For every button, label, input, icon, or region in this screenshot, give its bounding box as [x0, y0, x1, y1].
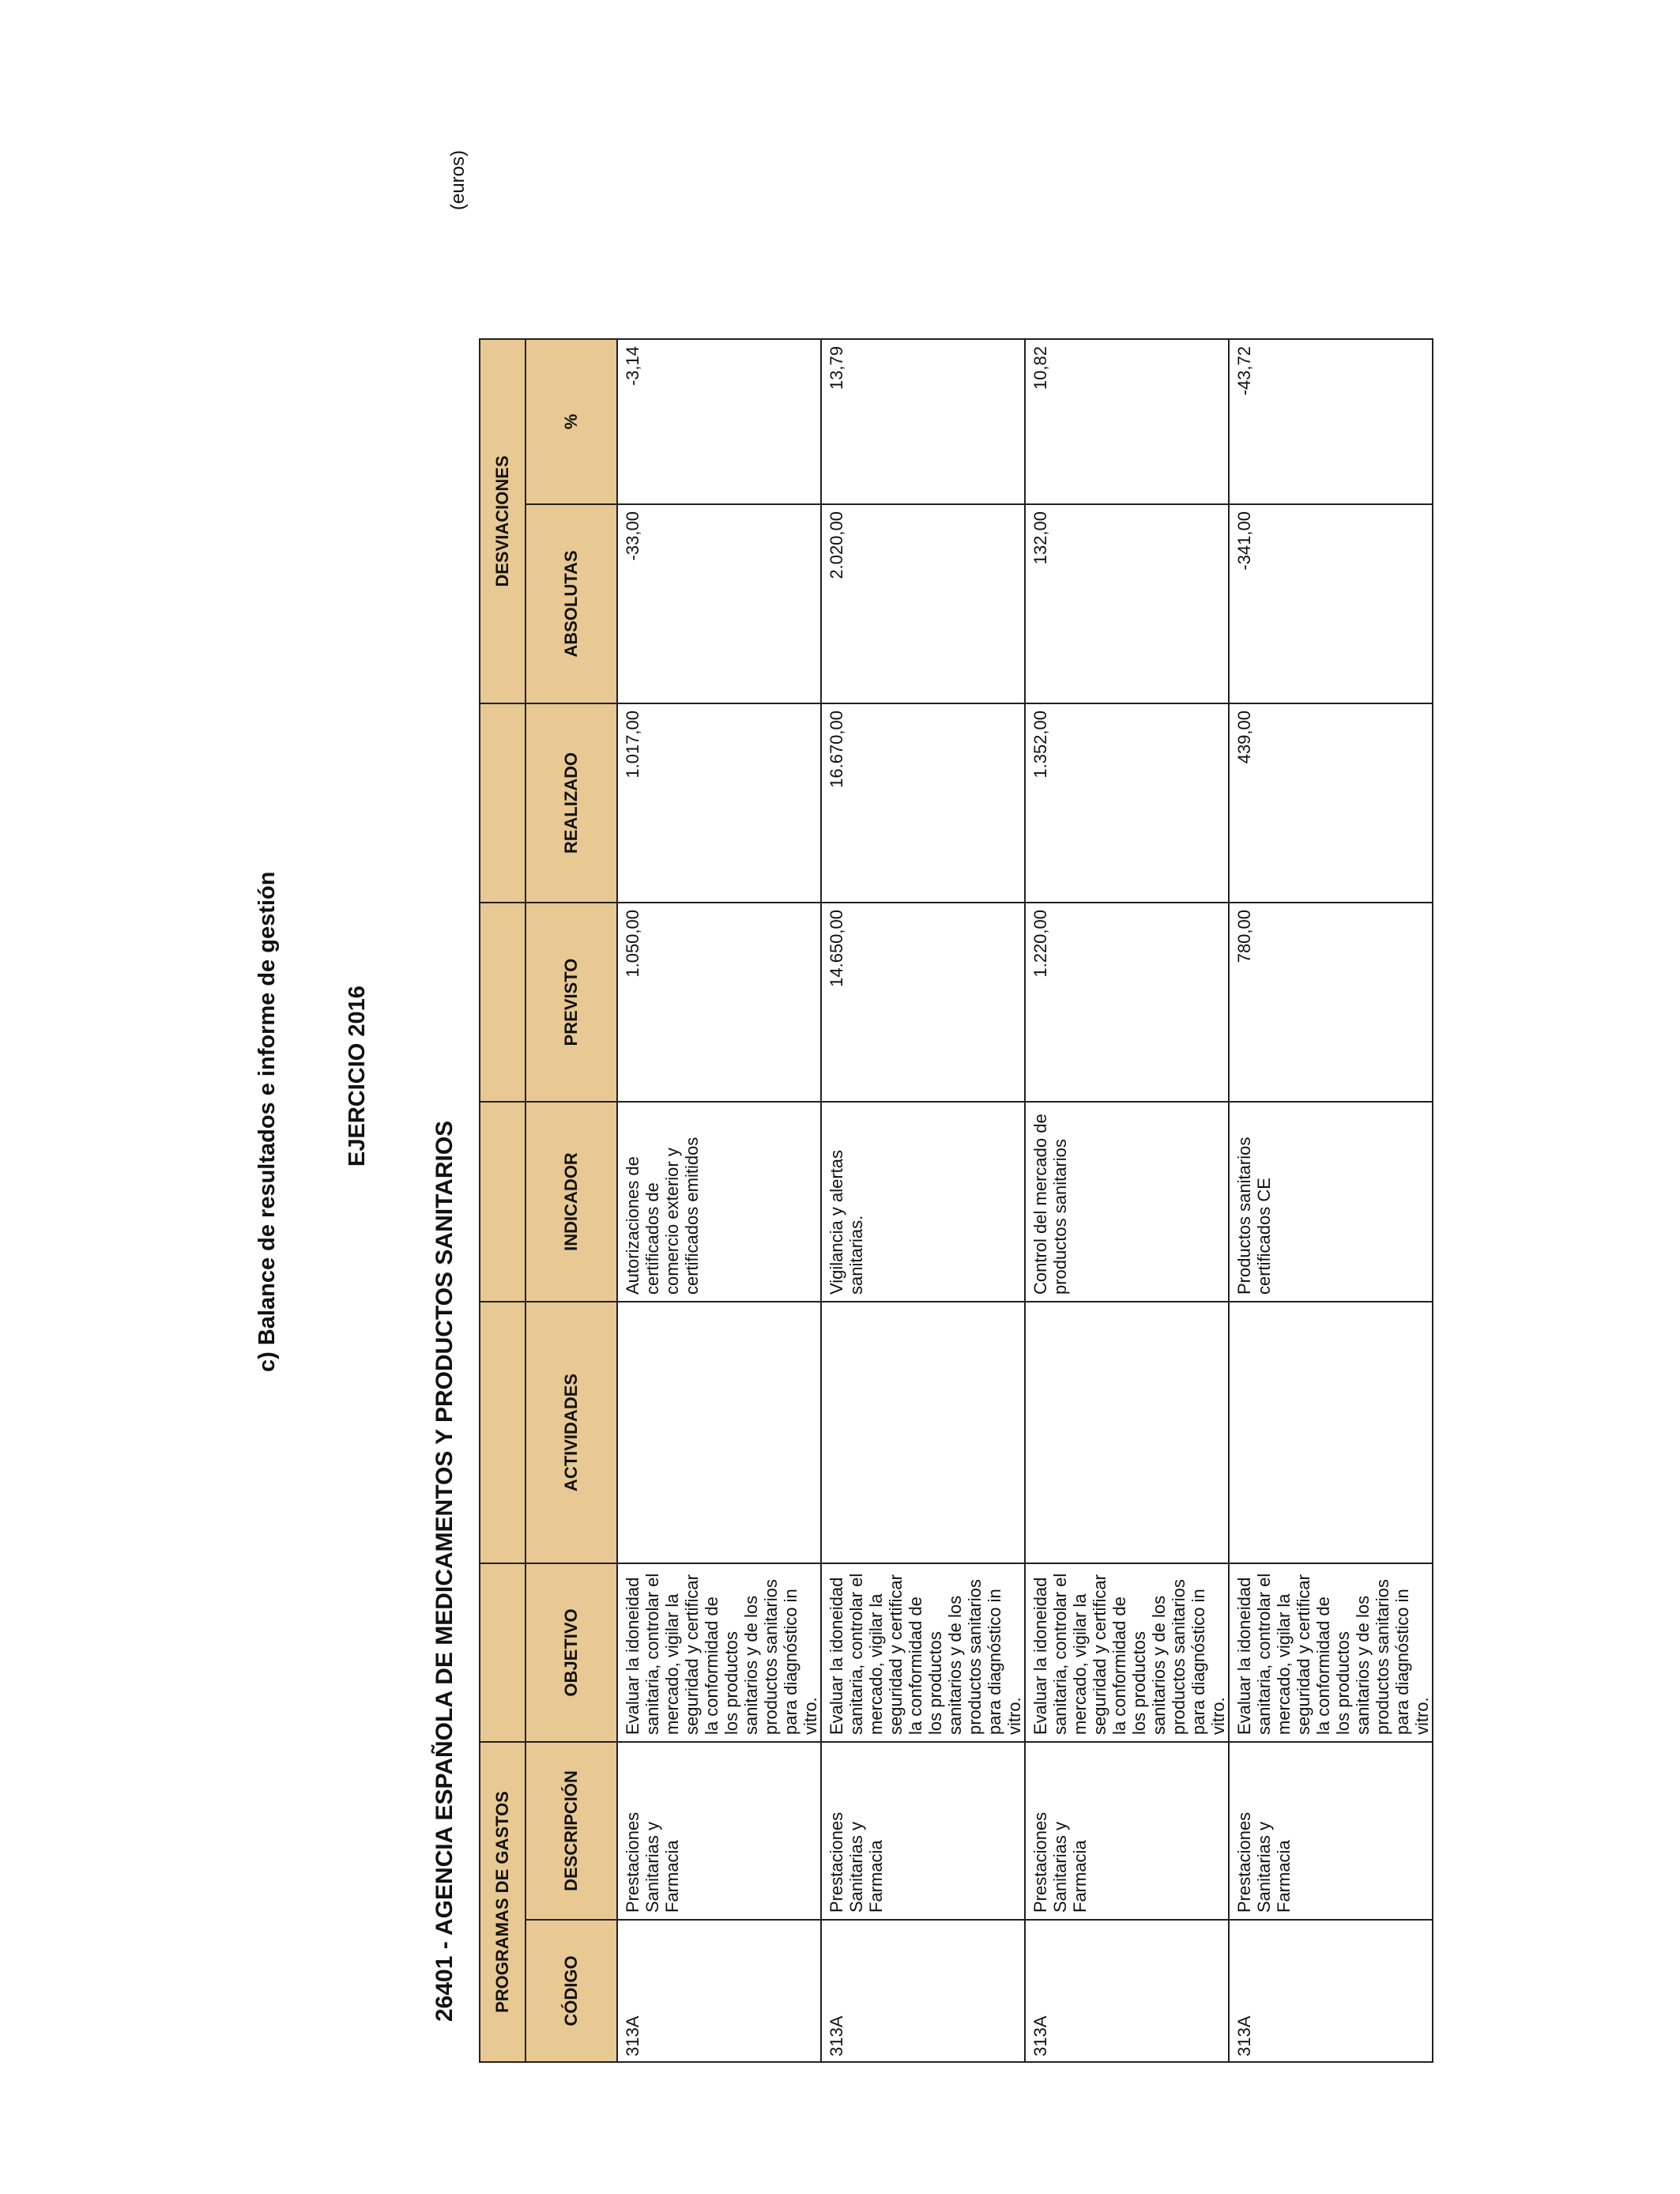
header-indicador: INDICADOR: [525, 1102, 617, 1302]
header-realizado: REALIZADO: [525, 703, 617, 903]
cell-indicador: Vigilancia y alertas sanitarias.: [827, 1149, 866, 1295]
header-codigo: CÓDIGO: [525, 1920, 617, 2062]
cell-absolutas: -33,00: [623, 511, 642, 561]
cell-realizado: 1.017,00: [623, 711, 642, 778]
cell-actividades: [822, 1302, 827, 1563]
header-previsto: PREVISTO: [525, 903, 617, 1102]
cell-porcentaje: -43,72: [1234, 346, 1254, 396]
header-blank-actividades: [480, 1302, 525, 1563]
cell-porcentaje: -3,14: [623, 346, 642, 386]
cell-codigo: 313A: [827, 2015, 846, 2056]
cell-objetivo: Evaluar la idoneidad sanitaria, controlar el mercado, vigilar la seguridad y certificar la conformidad de los productos sanitarios y de los productos sanitarios para diagnóstico in vitro.: [1030, 1573, 1228, 1735]
header-porcentaje: %: [525, 339, 617, 504]
table-row: [617, 339, 821, 2062]
cell-realizado: 439,00: [1234, 711, 1254, 764]
header-descripcion: DESCRIPCIÓN: [525, 1742, 617, 1920]
cell-realizado: 16.670,00: [827, 711, 846, 788]
table-row: [1025, 339, 1229, 2062]
cell-actividades: [1026, 1302, 1030, 1563]
cell-previsto: 780,00: [1234, 910, 1254, 963]
cell-indicador: Autorizaciones de certificados de comercio exterior y certificados emitidos: [623, 1137, 702, 1295]
table-row: [821, 339, 1025, 2062]
cell-descripcion: Prestaciones Sanitarias y Farmacia: [1030, 1811, 1090, 1913]
cell-codigo: 313A: [1234, 2015, 1254, 2056]
cell-absolutas: 2.020,00: [827, 511, 846, 579]
cell-absolutas: 132,00: [1030, 511, 1050, 565]
cell-absolutas: -341,00: [1234, 511, 1254, 571]
header-blank-realizado: [480, 703, 525, 903]
cell-actividades: [618, 1302, 623, 1563]
cell-codigo: 313A: [1030, 2015, 1050, 2056]
header-absolutas: ABSOLUTAS: [525, 504, 617, 703]
cell-previsto: 14.650,00: [827, 910, 846, 987]
agency-title: 26401 - AGENCIA ESPAÑOLA DE MEDICAMENTOS Y PRODUCTOS SANITARIOS: [431, 1120, 458, 2022]
header-blank-objetivo: [480, 1563, 525, 1742]
units-label: (euros): [447, 149, 469, 210]
cell-porcentaje: 13,79: [827, 346, 846, 390]
header-blank-previsto: [480, 903, 525, 1102]
header-blank-indicador: [480, 1102, 525, 1302]
cell-porcentaje: 10,82: [1030, 346, 1050, 390]
section-title: c) Balance de resultados e informe de gestión: [254, 871, 280, 1372]
cell-indicador: Productos sanitarios certificados CE: [1234, 1137, 1274, 1295]
header-desviaciones: DESVIACIONES: [480, 339, 525, 703]
cell-previsto: 1.050,00: [623, 910, 642, 978]
cell-realizado: 1.352,00: [1030, 711, 1050, 778]
results-table: [479, 338, 1433, 2063]
group-header-row: [480, 339, 525, 2062]
cell-previsto: 1.220,00: [1030, 910, 1050, 978]
header-actividades: ACTIVIDADES: [525, 1302, 617, 1563]
cell-descripcion: Prestaciones Sanitarias y Farmacia: [1234, 1811, 1294, 1913]
year-title: EJERCICIO 2016: [345, 986, 370, 1167]
column-header-row: [525, 339, 617, 2062]
cell-objetivo: Evaluar la idoneidad sanitaria, controlar el mercado, vigilar la seguridad y certificar la conformidad de los productos sanitarios y de los productos sanitarios para diagnóstico in vitro.: [1234, 1573, 1432, 1735]
cell-descripcion: Prestaciones Sanitarias y Farmacia: [623, 1811, 682, 1913]
cell-objetivo: Evaluar la idoneidad sanitaria, controlar el mercado, vigilar la seguridad y certificar la conformidad de los productos sanitarios y de los productos sanitarios para diagnóstico in vitro.: [827, 1573, 1024, 1735]
cell-descripcion: Prestaciones Sanitarias y Farmacia: [827, 1811, 886, 1913]
cell-actividades: [1230, 1302, 1234, 1563]
header-objetivo: OBJETIVO: [525, 1563, 617, 1742]
cell-objetivo: Evaluar la idoneidad sanitaria, controlar el mercado, vigilar la seguridad y certificar la conformidad de los productos sanitarios y de los productos sanitarios para diagnóstico in vitro.: [623, 1573, 820, 1735]
header-programas: PROGRAMAS DE GASTOS: [480, 1742, 525, 2062]
cell-indicador: Control del mercado de productos sanitarios: [1030, 1114, 1070, 1295]
cell-codigo: 313A: [623, 2015, 642, 2056]
table-row: [1229, 339, 1433, 2062]
